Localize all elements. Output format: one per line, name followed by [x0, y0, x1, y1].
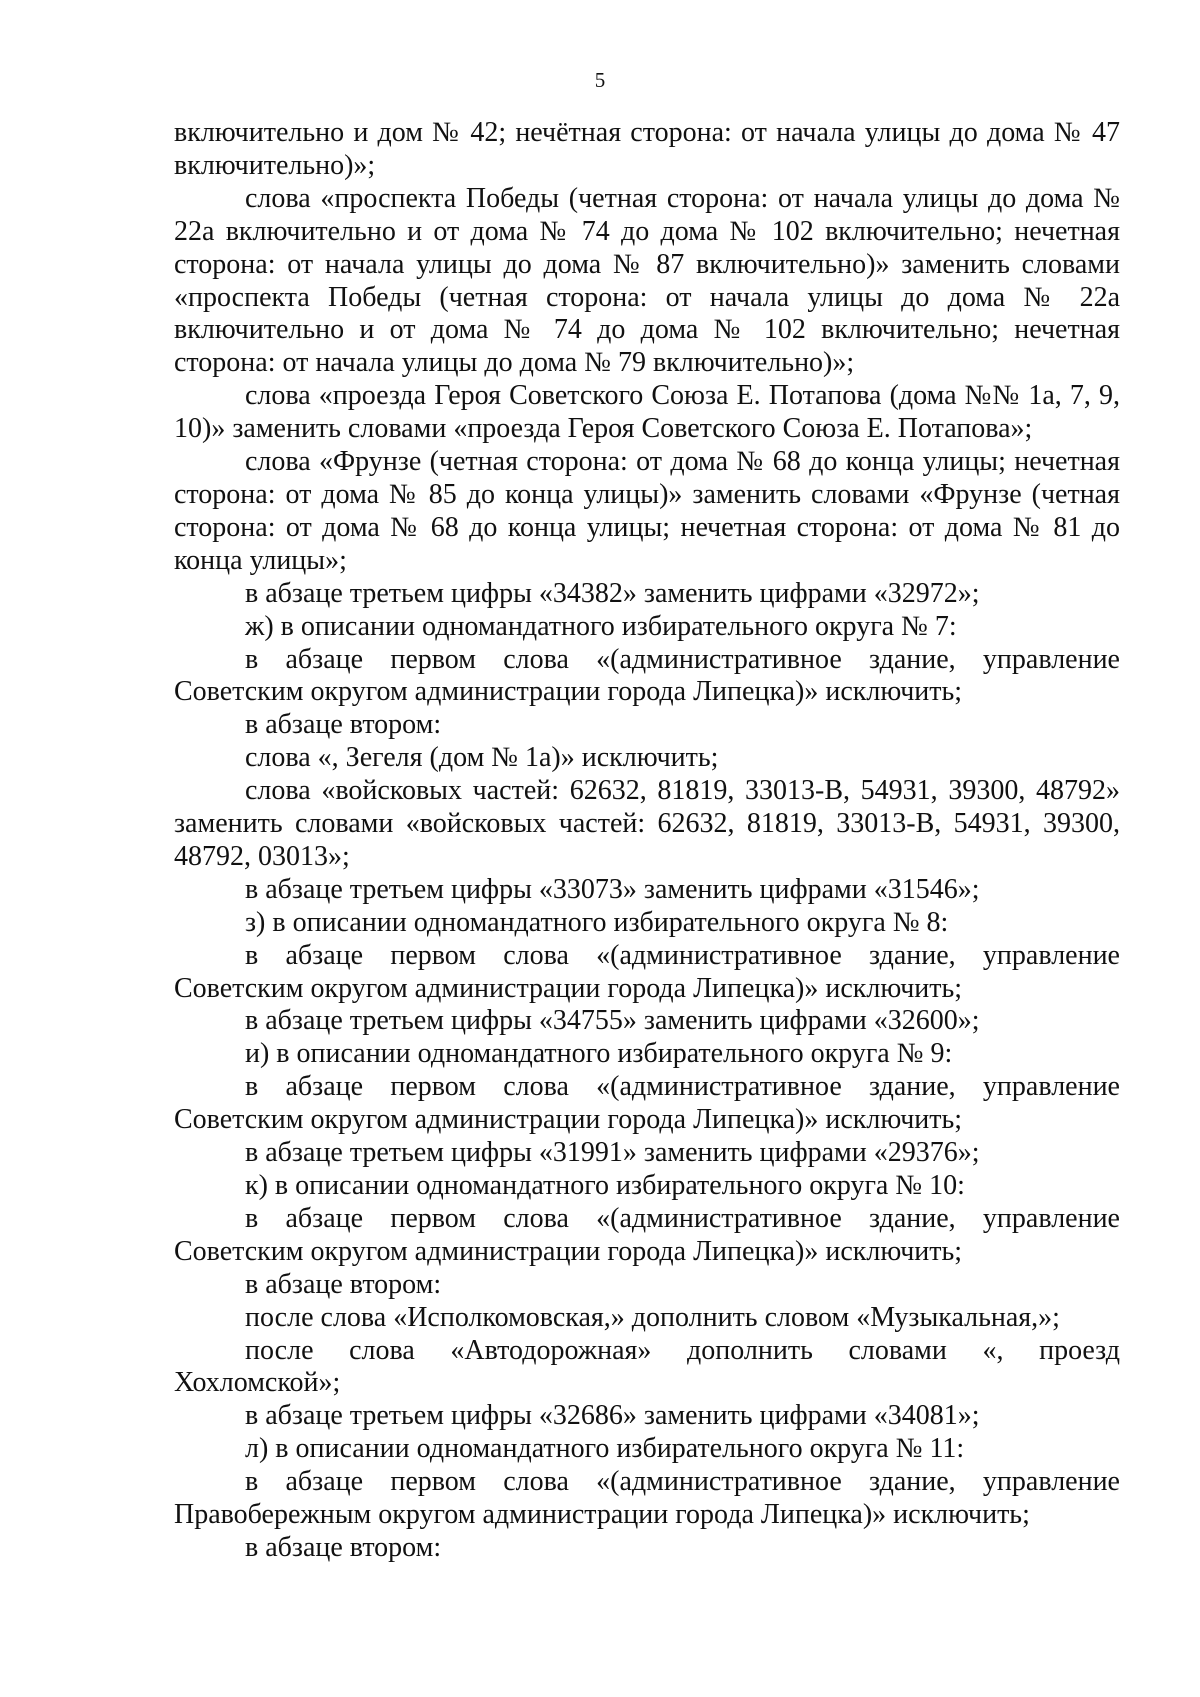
paragraph: слова «проезда Героя Советского Союза Е. Потапова (дома №№ 1а, 7, 9, 10)» заменить словами «проезда Героя Советского Союза Е. Потапова»; — [174, 380, 1120, 445]
paragraph: слова «Фрунзе (четная сторона: от дома № 68 до конца улицы; нечетная сторона: от дома № 85 до конца улицы)» заменить словами «Фрунзе (четная сторона: от дома № 68 до конца улицы; нечетная сторона: от дома № 81 до конца улицы»; — [174, 446, 1120, 576]
paragraph: в абзаце третьем цифры «32686» заменить цифрами «34081»; — [245, 1400, 980, 1432]
paragraph: и) в описании одномандатного избирательного округа № 9: — [245, 1038, 953, 1070]
paragraph: в абзаце третьем цифры «34755» заменить цифрами «32600»; — [245, 1005, 980, 1037]
paragraph: в абзаце первом слова «(административное здание, управление Советским округом администрации города Липецка)» исключить; — [174, 1202, 1120, 1267]
paragraph: в абзаце первом слова «(административное здание, управление Правобережным округом администрации города Липецка)» исключить; — [174, 1466, 1120, 1531]
paragraph: в абзаце втором: — [245, 709, 442, 741]
paragraph: з) в описании одномандатного избирательного округа № 8: — [245, 906, 949, 938]
paragraph: слова «, Зегеля (дом № 1а)» исключить; — [245, 742, 719, 774]
paragraph: в абзаце первом слова «(административное здание, управление Советским округом администрации города Липецка)» исключить; — [174, 939, 1120, 1004]
paragraph: в абзаце первом слова «(административное здание, управление Советским округом администрации города Липецка)» исключить; — [174, 1071, 1120, 1136]
paragraph: слова «войсковых частей: 62632, 81819, 33013-В, 54931, 39300, 48792» заменить словами «войсковых частей: 62632, 81819, 33013-В, 54931, 39300, 48792, 03013»; — [174, 775, 1120, 872]
document-body — [174, 117, 1120, 1565]
paragraph: после слова «Автодорожная» дополнить словами «, проезд Хохломской»; — [174, 1334, 1120, 1399]
paragraph: включительно и дом № 42; нечётная сторона: от начала улицы до дома № 47 включительно)»; — [174, 117, 1120, 181]
page-number: 5 — [594, 68, 606, 92]
paragraph: после слова «Исполкомовская,» дополнить словом «Музыкальная,»; — [245, 1301, 1060, 1333]
paragraph: в абзаце первом слова «(административное здание, управление Советским округом администрации города Липецка)» исключить; — [174, 643, 1120, 708]
paragraph: к) в описании одномандатного избирательного округа № 10: — [245, 1170, 965, 1201]
paragraph: слова «проспекта Победы (четная сторона: от начала улицы до дома № 22а включительно и от дома № 74 до дома № 102 включительно; нечетная сторона: от начала улицы до дома № 87 включительно)» заменить словами «проспекта Победы (четная сторона: от начала улицы до дома № 22а включительно и от дома № 74 до дома № 102 включительно; нечетная сторона: от начала улицы до дома № 79 включительно)»; — [174, 182, 1120, 379]
paragraph: в абзаце втором: — [245, 1531, 442, 1563]
paragraph: в абзаце третьем цифры «33073» заменить цифрами «31546»; — [245, 873, 980, 905]
paragraph: в абзаце третьем цифры «34382» заменить цифрами «32972»; — [245, 577, 980, 609]
paragraph: л) в описании одномандатного избирательного округа № 11: — [245, 1433, 965, 1465]
paragraph: в абзаце втором: — [245, 1268, 442, 1300]
paragraph: ж) в описании одномандатного избирательного округа № 7: — [245, 610, 957, 642]
paragraph: в абзаце третьем цифры «31991» заменить цифрами «29376»; — [245, 1137, 980, 1169]
